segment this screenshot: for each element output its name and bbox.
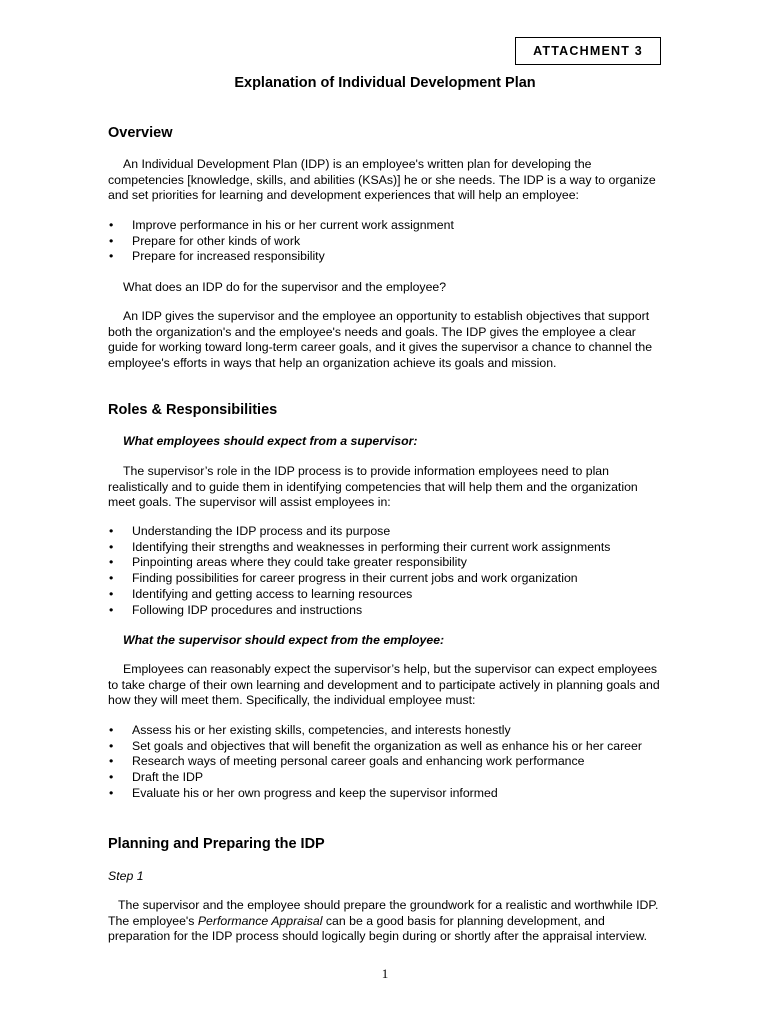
roles-employee-paragraph: Employees can reasonably expect the supervisor’s help, but the supervisor can expect employees to take charge of their own learning and development and to participate actively in planning goals and how they will meet them. Specifically, the individual employee must: bbox=[108, 662, 660, 708]
overview-intro: An Individual Development Plan (IDP) is an employee's written plan for developing the competencies [knowledge, skills, and abilities (KSAs)] he or she needs. The IDP is a way to organize and set priorities for learning and development experiences that will help an employee: bbox=[108, 157, 656, 203]
list-item: • Prepare for increased responsibility bbox=[108, 249, 454, 265]
planning-text-end: can be a good basis for planning development, and preparation for the IDP process should logically begin during or shortly after the appraisal interview. bbox=[108, 913, 648, 944]
list-item: • Evaluate his or her own progress and keep the supervisor informed bbox=[108, 786, 642, 802]
overview-bullet-list bbox=[108, 218, 454, 265]
supervisor-assist-list bbox=[108, 524, 610, 618]
overview-question: What does an IDP do for the supervisor and the employee? bbox=[123, 280, 447, 294]
page-number: 1 bbox=[381, 966, 389, 981]
list-item: • Identifying and getting access to learning resources bbox=[108, 587, 610, 603]
list-item: • Understanding the IDP process and its purpose bbox=[108, 524, 610, 540]
planning-text-start: The supervisor and the employee should prepare the groundwork for a realistic and worthwhile IDP. The employee's bbox=[108, 898, 659, 928]
overview-heading: Overview bbox=[108, 125, 173, 141]
document-title: Explanation of Individual Development Plan bbox=[234, 75, 536, 91]
list-item: • Assess his or her existing skills, competencies, and interests honestly bbox=[108, 723, 642, 739]
list-item: • Prepare for other kinds of work bbox=[108, 234, 454, 250]
list-item: • Set goals and objectives that will benefit the organization as well as enhance his or her career bbox=[108, 739, 642, 755]
roles-supervisor-paragraph: The supervisor’s role in the IDP process is to provide information employees need to plan realistically and to guide them in identifying competencies that will help them and the organization meet goals. The supervisor will assist employees in: bbox=[108, 464, 638, 510]
list-item: • Identifying their strengths and weaknesses in performing their current work assignments bbox=[108, 540, 610, 556]
list-item: • Research ways of meeting personal career goals and enhancing work performance bbox=[108, 754, 642, 770]
roles-subheading-supervisor: What employees should expect from a supervisor: bbox=[123, 434, 418, 448]
list-item: • Finding possibilities for career progress in their current jobs and work organization bbox=[108, 571, 610, 587]
list-item: • Improve performance in his or her current work assignment bbox=[108, 218, 454, 234]
performance-appraisal-term: Performance Appraisal bbox=[197, 913, 323, 928]
planning-paragraph bbox=[108, 898, 668, 945]
planning-heading: Planning and Preparing the IDP bbox=[108, 836, 325, 852]
list-item: • Draft the IDP bbox=[108, 770, 642, 786]
list-item: • Following IDP procedures and instructions bbox=[108, 603, 610, 619]
planning-step-label: Step 1 bbox=[108, 869, 144, 883]
attachment-label: ATTACHMENT 3 bbox=[515, 37, 661, 65]
list-item: • Pinpointing areas where they could take greater responsibility bbox=[108, 555, 610, 571]
employee-must-list bbox=[108, 723, 642, 802]
roles-subheading-employee: What the supervisor should expect from the employee: bbox=[123, 633, 445, 647]
roles-heading: Roles & Responsibilities bbox=[108, 402, 278, 418]
overview-answer: An IDP gives the supervisor and the employee an opportunity to establish objectives that support both the organization's and the employee's needs and goals. The IDP gives the employee a clear guide for working toward long-term career goals, and it gives the supervisor a chance to channel the employee's efforts in ways that help an organization achieve its goals and mission. bbox=[108, 309, 653, 370]
